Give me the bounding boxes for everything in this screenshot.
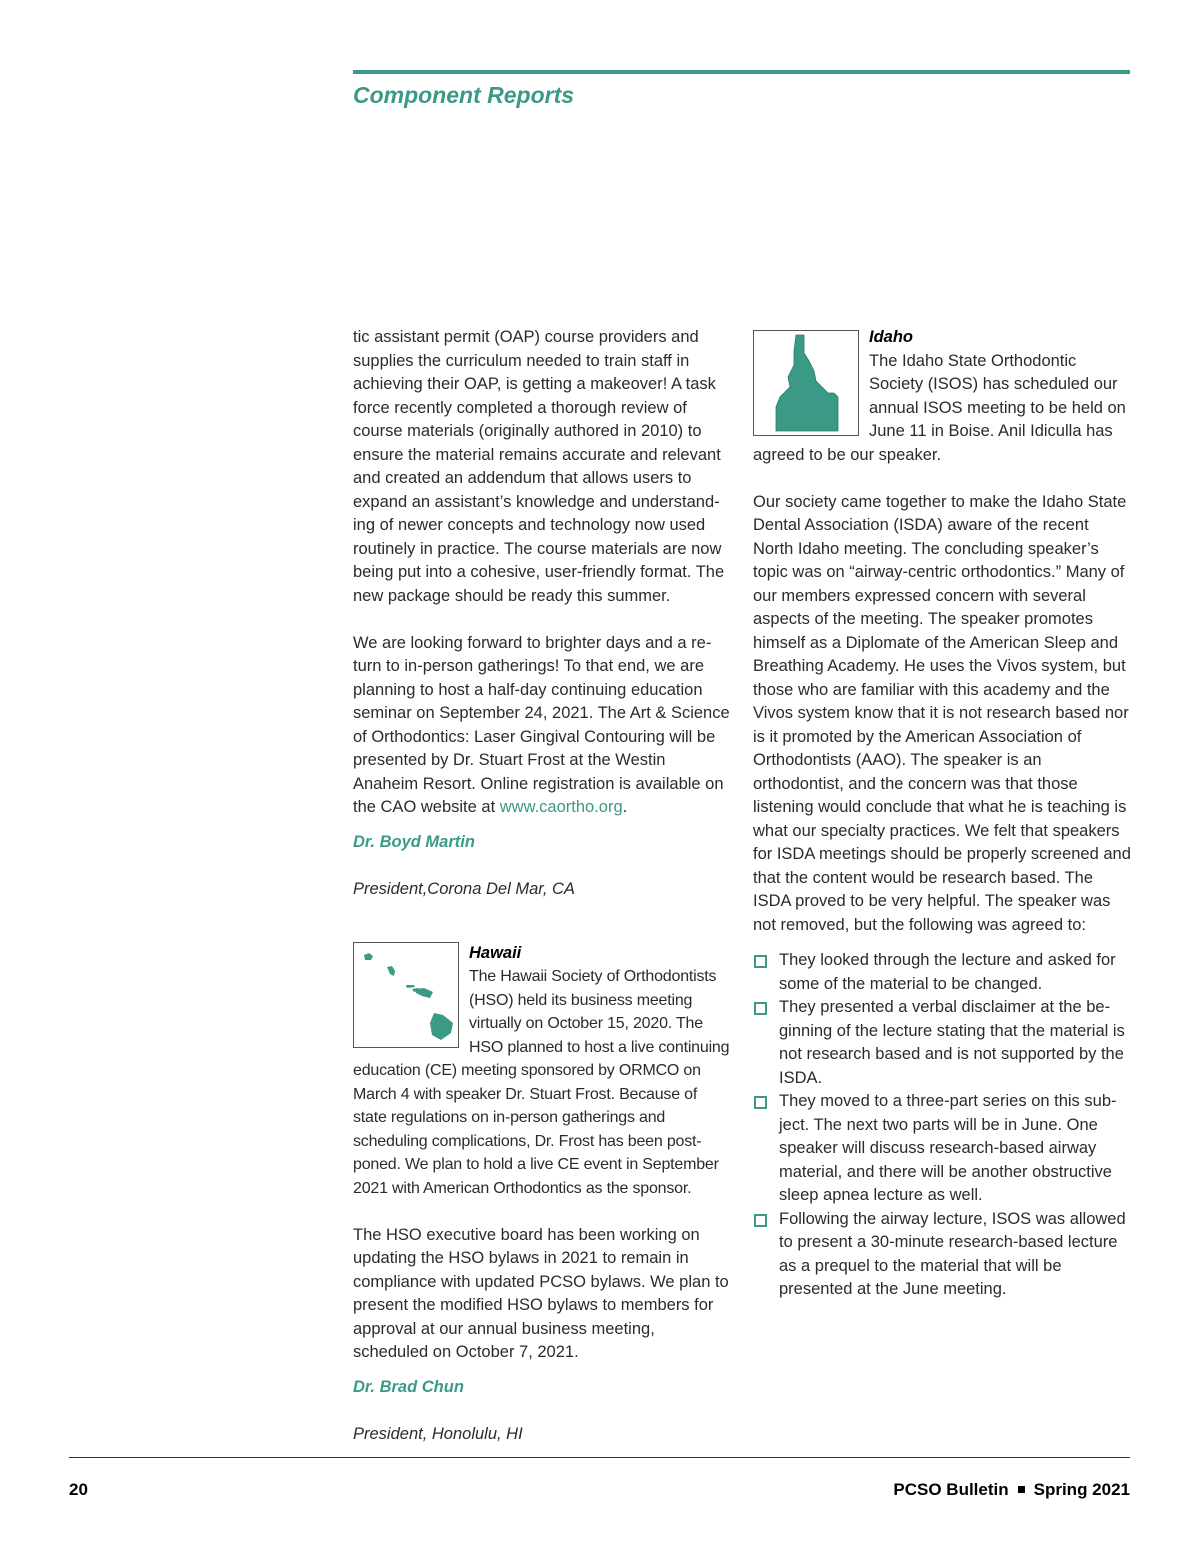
section-title: Component Reports <box>353 82 575 108</box>
publication-name: PCSO Bulletin <box>893 1480 1009 1499</box>
oap-paragraph: tic assistant permit (OAP) course providers and supplies the curriculum needed to train staff in achieving their OAP, is getting a makeover! A task force recently completed a thorough review of course materials (originally authored in 2010) to ensure the material remains accurate and relevant and created an addendum that allows users to expand an assistant’s knowledge and understanding of newer concepts and technology now used routinely in practice. The course materials are now being put into a cohesive, user-friendly format. The new package should be ready this summer. <box>353 328 725 605</box>
hawaii-paragraph-2: The HSO executive board has been working on updating the HSO bylaws in 2021 to remain in compliance with updated PCSO bylaws. We plan to present the modified HSO bylaws to members for approval at our annual business meeting, scheduled on October 7, 2021. <box>353 1225 729 1361</box>
right-column <box>753 326 1131 1302</box>
caortho-link[interactable]: www.caortho.org <box>499 798 623 816</box>
idaho-report <box>753 326 1131 1302</box>
seminar-paragraph <box>353 632 731 820</box>
separator-square-icon <box>1018 1486 1025 1493</box>
idaho-paragraph-1: The Idaho State Orthodontic Society (ISOS) has scheduled our annual ISOS meeting to be held on June 11 in Boise. Anil Idiculla has agreed to be our speaker. <box>753 351 1126 464</box>
signature-boyd-martin <box>353 831 731 902</box>
signature-brad-chun <box>353 1376 731 1447</box>
left-column <box>353 326 731 1470</box>
square-bullet-icon <box>754 1002 767 1015</box>
issue-label: Spring 2021 <box>1033 1480 1130 1499</box>
hawaii-paragraph-1: The Hawaii Society of Orthodontists (HSO) held its business meeting virtually on October 15, 2020. The HSO planned to host a live continuing education (CE) meeting sponsored by ORMCO on March 4 with speaker Dr. Stuart Frost. Because of state regulations on in-person gatherings and scheduling complications, Dr. Frost has been postponed. We plan to hold a live CE event in September 2021 with American Orthodontics as the sponsor. <box>353 968 730 1197</box>
signature-title: President, Honolulu, HI <box>353 1425 523 1443</box>
hawaii-report <box>353 942 731 1447</box>
publication-info <box>893 1480 1130 1500</box>
idaho-paragraph-2: Our society came together to make the Idaho State Dental Association (ISDA) aware of the recent North Idaho meeting. The concluding speaker’s topic was on “airway-centric orthodontics.” Many of our members expressed concern with several aspects of the meeting. The speaker promotes himself as a Diplomate of the American Sleep and Breathing Academy. He uses the Vivos system, but those who are familiar with this academy and the Vivos system know that it is not research based nor is it promoted by the American Association of Orthodontists (AAO). The speaker is an orthodontist, and the concern was that those listening would conclude that what he is teaching is what our specialty practices. We felt that speakers for ISDA meetings should be properly screened and that the content would be research based. The ISDA proved to be very helpful. The speaker was not removed, but the following was agreed to: <box>753 492 1131 934</box>
idaho-title: Idaho <box>869 328 913 346</box>
signature-title: President,Corona Del Mar, CA <box>353 880 575 898</box>
list-item: They moved to a three-part series on this subject. The next two parts will be in June. One speaker will discuss research-based airway material, and there will be another obstructive sleep apnea lecture as well. <box>753 1090 1131 1208</box>
idaho-map-icon <box>753 330 859 436</box>
seminar-text: We are looking forward to brighter days and a return to in-person gatherings! To that end, we are planning to host a half-day continuing education seminar on September 24, 2021. The Art & Science of Orthodontics: Laser Gingival Contouring will be presented by Dr. Stuart Frost at the Westin Anaheim Resort. Online registration is available on the CAO website at <box>353 633 730 816</box>
list-item: They presented a verbal disclaimer at the beginning of the lecture stating that the material is not research based and is not supported by the ISDA. <box>753 996 1131 1090</box>
square-bullet-icon <box>754 1214 767 1227</box>
seminar-end: . <box>622 798 628 816</box>
hawaii-title: Hawaii <box>469 943 522 962</box>
square-bullet-icon <box>754 955 767 968</box>
footer-rule <box>69 1457 1130 1458</box>
header-rule <box>353 70 1130 74</box>
signature-name: Dr. Boyd Martin <box>353 833 475 851</box>
square-bullet-icon <box>754 1096 767 1109</box>
hawaii-map-icon <box>353 942 459 1048</box>
page-number: 20 <box>69 1480 88 1499</box>
signature-name: Dr. Brad Chun <box>353 1378 464 1396</box>
list-item: They looked through the lecture and asked for some of the material to be changed. <box>753 949 1131 996</box>
list-item: Following the airway lecture, ISOS was allowed to present a 30-minute research-based lecture as a prequel to the material that will be presented at the June meeting. <box>753 1208 1131 1302</box>
idaho-agreement-list <box>753 949 1131 1302</box>
